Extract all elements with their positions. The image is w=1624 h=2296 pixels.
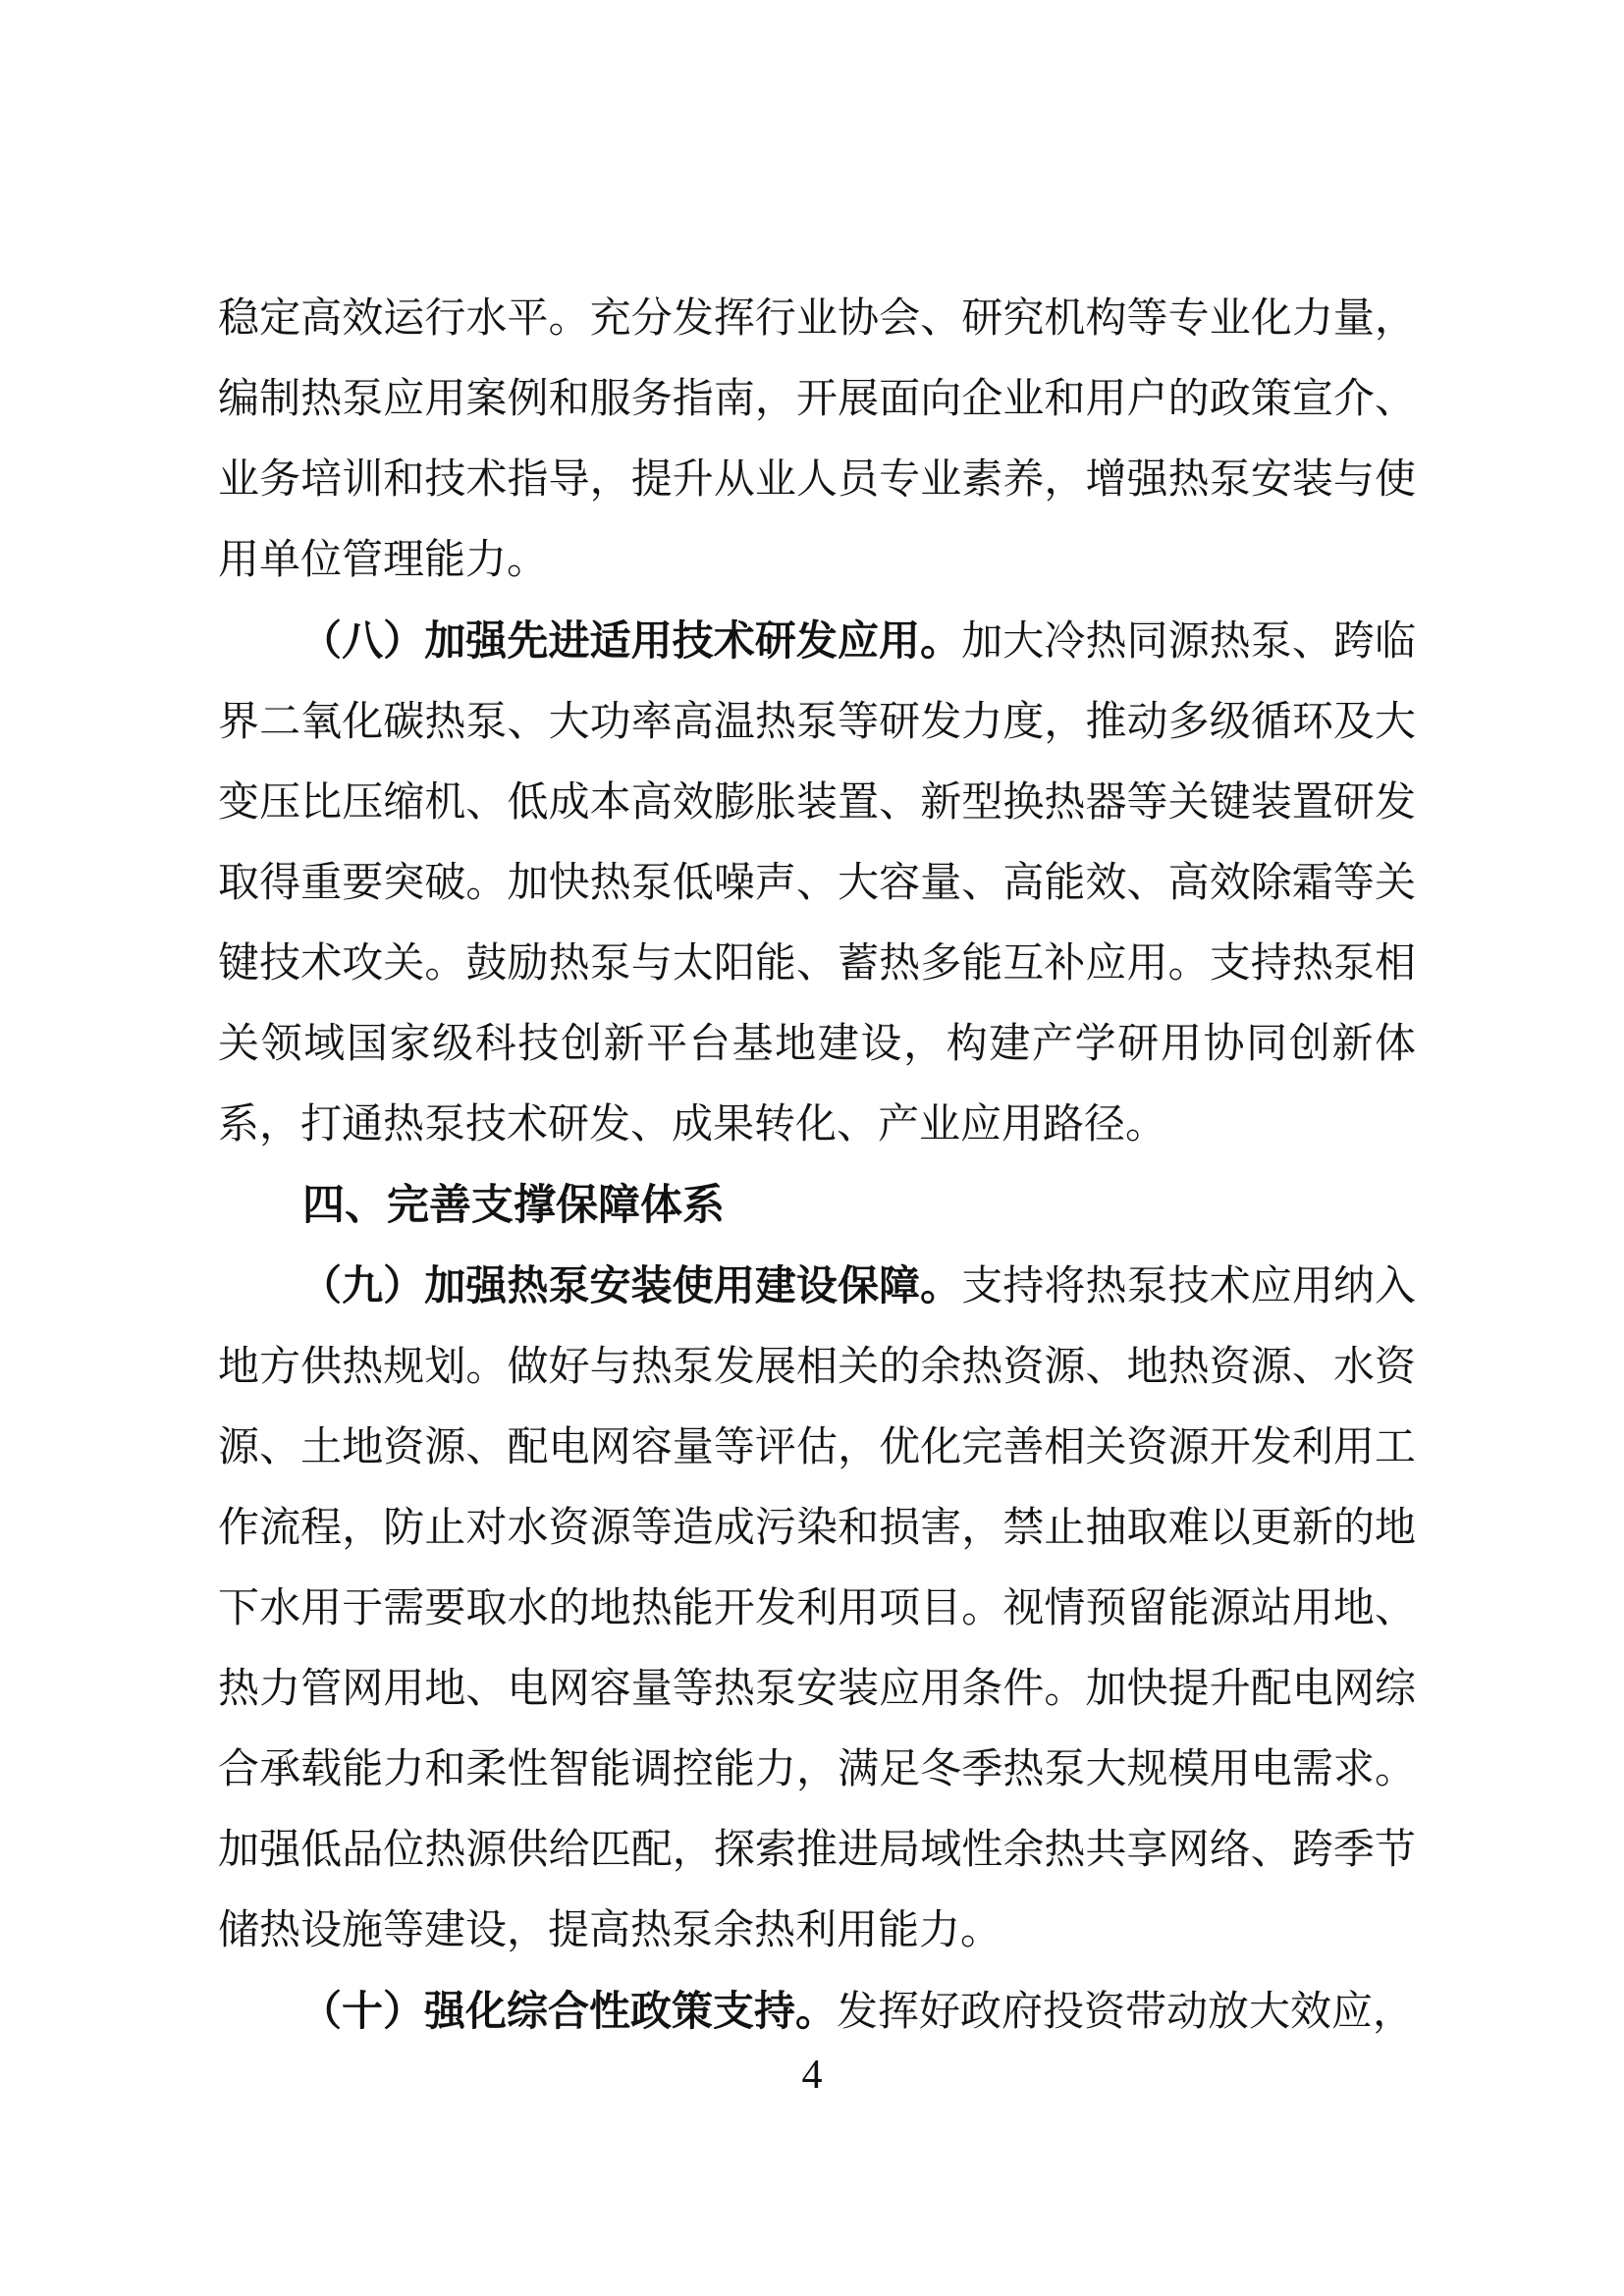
section-heading-4: 四、完善支撑保障体系 [302,1182,725,1229]
paragraph-8-lead: （八）加强先进适用技术研发应用。 [300,617,962,664]
paragraph-10-text: 发挥好政府投资带动放大效应， [837,1990,1415,2035]
paragraph-10 [218,1971,1416,2053]
paragraph-9-text: 支持将热泵技术应用纳入地方供热规划。做好与热泵发展相关的余热资源、地热资源、水资源、土地资源、配电网容量等评估，优化完善相关资源开发利用工作流程，防止对水资源等造成污染和损害，禁止抽取难以更新的地下水用于需要取水的地热能开发利用项目。视情预留能源站用地、热力管网用地、电网容量等热泵安装应用条件。加快提升配电网综合承载能力和柔性智能调控能力，满足冬季热泵大规模用电需求。加强低品位热源供给匹配，探索推进局域性余热共享网络、跨季节储热设施等建设，提高热泵余热利用能力。 [218,1264,1416,1953]
paragraph-continuation-text: 稳定高效运行水平。充分发挥行业协会、研究机构等专业化力量，编制热泵应用案例和服务指南，开展面向企业和用户的政策宣介、业务培训和技术指导，提升从业人员专业素养，增强热泵安装与使用单位管理能力。 [218,296,1416,583]
paragraph-8-text: 加大冷热同源热泵、跨临界二氧化碳热泵、大功率高温热泵等研发力度，推动多级循环及大变压比压缩机、低成本高效膨胀装置、新型换热器等关键装置研发取得重要突破。加快热泵低噪声、大容量、高能效、高效除霜等关键技术攻关。鼓励热泵与太阳能、蓄热多能互补应用。支持热泵相关领域国家级科技创新平台基地建设，构建产学研用协同创新体系，打通热泵技术研发、成果转化、产业应用路径。 [218,619,1416,1148]
paragraph-10-lead: （十）强化综合性政策支持。 [300,1988,838,2034]
page-content [218,279,1416,2053]
paragraph-continuation [218,279,1416,601]
page-number: 4 [801,2053,823,2098]
paragraph-9-lead: （九）加强热泵安装使用建设保障。 [300,1262,962,1308]
paragraph-8 [218,601,1416,1165]
paragraph-9 [218,1246,1416,1971]
